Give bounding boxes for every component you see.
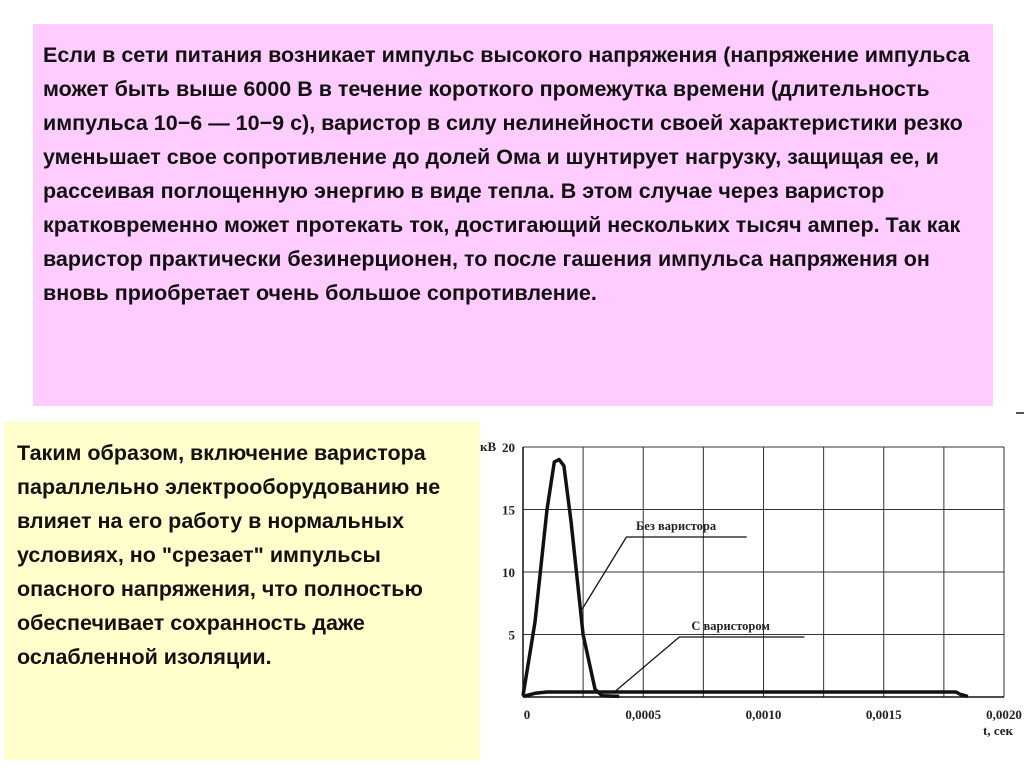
series-label-with-varistor: С варистором (691, 619, 770, 633)
chart-grid (523, 447, 1004, 697)
x-tick-label: 0,0010 (745, 707, 782, 722)
x-tick-label: 0,0020 (986, 707, 1022, 722)
x-tick-label: 0,0015 (865, 707, 902, 722)
varistor-pulse-paragraph: Если в сети питания возникает импульс высокого напряжения (напряжение импульса может быть выше 6000 В в течение короткого промежутка времени (длительность импульса 10−6 — 10−9 с), варистор в силу нелинейности своей характеристики резко уменьшает свое сопротивление до долей Ома и шунтирует нагрузку, защищая ее, и рассеивая поглощенную энергию в виде тепла. В этом случае через варистор кратковременно может протекать ток, достигающий нескольких тысяч ампер. Так как варистор практически безинерционен, то после гашения импульса напряжения он вновь приобретает очень большое сопротивление. (43, 43, 970, 305)
y-tick-label: 5 (508, 627, 515, 643)
y-tick-label: 20 (502, 440, 515, 455)
chart-annotations (582, 519, 804, 692)
x-tick-label: 0 (523, 707, 531, 722)
chart-svg (480, 422, 1024, 767)
series-line-with-varistor (523, 692, 968, 696)
leader-line-without-varistor (582, 537, 747, 610)
chart-series (523, 460, 968, 697)
x-axis-label: t, сек (982, 723, 1014, 738)
y-tick-label: 15 (502, 502, 515, 518)
text-panel-bottom (4, 422, 480, 760)
y-axis-label: кВ (480, 439, 497, 454)
series-line-without-varistor (523, 460, 619, 697)
edge-mark (1016, 412, 1024, 414)
x-tick-label: 0,0005 (625, 707, 662, 722)
conclusion-paragraph: Таким образом, включение варистора параллельно электрооборудованию не влияет на его работу в нормальных условиях, но "срезает" импульсы опасного напряжения, что полностью обеспечивает сохранность даже ослабленной изоляции. (17, 441, 441, 669)
text-panel-top (33, 24, 993, 406)
y-tick-label: 10 (502, 565, 515, 580)
series-label-without-varistor: Без варистора (636, 519, 717, 533)
voltage-pulse-chart (480, 422, 1024, 767)
